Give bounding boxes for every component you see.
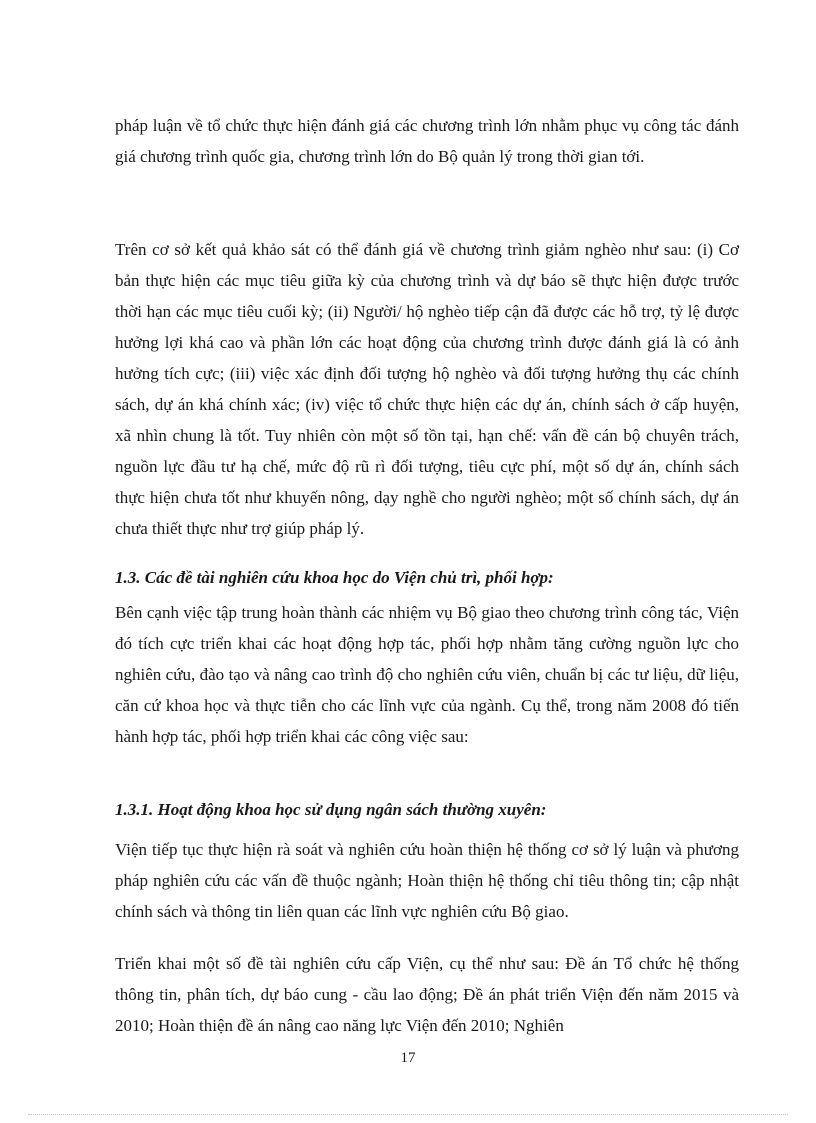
paragraph-methodology: pháp luận về tổ chức thực hiện đánh giá các chương trình lớn nhằm phục vụ công tác đánh giá chương trình quốc gia, chương trình lớn do Bộ quản lý trong thời gian tới. <box>115 116 739 166</box>
page-bottom-divider <box>28 1114 788 1115</box>
paragraph-institute-projects: Triển khai một số đề tài nghiên cứu cấp Viện, cụ thể như sau: Đề án Tổ chức hệ thống thông tin, phân tích, dự báo cung - cầu lao động; Đề án phát triển Viện đến năm 2015 và 2010; Hoàn thiện đề án nâng cao năng lực Viện đến 2010; Nghiên <box>115 954 739 1035</box>
page-number: 17 <box>400 1050 416 1066</box>
paragraph-poverty-assessment: Trên cơ sở kết quả khảo sát có thể đánh giá về chương trình giảm nghèo như sau: (i) Cơ bản thực hiện các mục tiêu giữa kỳ của chương trình và dự báo sẽ thực hiện được trước thời hạn các mục tiêu cuối kỳ; (ii) Người/ hộ nghèo tiếp cận đã được các hỗ trợ, tỷ lệ được hưởng lợi khá cao và phần lớn các hoạt động của chương trình được đánh giá là có ảnh hưởng tích cực; (iii) việc xác định đối tượng hộ nghèo và đối tượng hưởng thụ các chính sách, dự án khá chính xác; (iv) việc tổ chức thực hiện các dự án, chính sách ở cấp huyện, xã nhìn chung là tốt. Tuy nhiên còn một số tồn tại, hạn chế: vấn đề cán bộ chuyên trách, nguồn lực đầu tư hạ chế, mức độ rũ rì đối tượng, tiêu cực phí, một số dự án, chính sách thực hiện chưa tốt như khuyến nông, dạy nghề cho người nghèo; một số chính sách, dự án chưa thiết thực như trợ giúp pháp lý. <box>115 240 739 538</box>
section-heading-1-3: 1.3. Các đề tài nghiên cứu khoa học do Viện chủ trì, phối hợp: <box>115 568 554 587</box>
paragraph-research-review: Viện tiếp tục thực hiện rà soát và nghiên cứu hoàn thiện hệ thống cơ sở lý luận và phương pháp nghiên cứu các vấn đề thuộc ngành; Hoàn thiện hệ thống chỉ tiêu thông tin; cập nhật chính sách và thông tin liên quan các lĩnh vực nghiên cứu Bộ giao. <box>115 840 739 921</box>
paragraph-cooperation: Bên cạnh việc tập trung hoàn thành các nhiệm vụ Bộ giao theo chương trình công tác, Viện đó tích cực triển khai các hoạt động hợp tác, phối hợp nhằm tăng cường nguồn lực cho nghiên cứu, đào tạo và nâng cao trình độ cho nghiên cứu viên, chuẩn bị các tư liệu, dữ liệu, căn cứ khoa học và thực tiễn cho các lĩnh vực của ngành. Cụ thể, trong năm 2008 đó tiến hành hợp tác, phối hợp triển khai các công việc sau: <box>115 603 739 746</box>
section-heading-1-3-1: 1.3.1. Hoạt động khoa học sử dụng ngân sách thường xuyên: <box>115 800 547 819</box>
